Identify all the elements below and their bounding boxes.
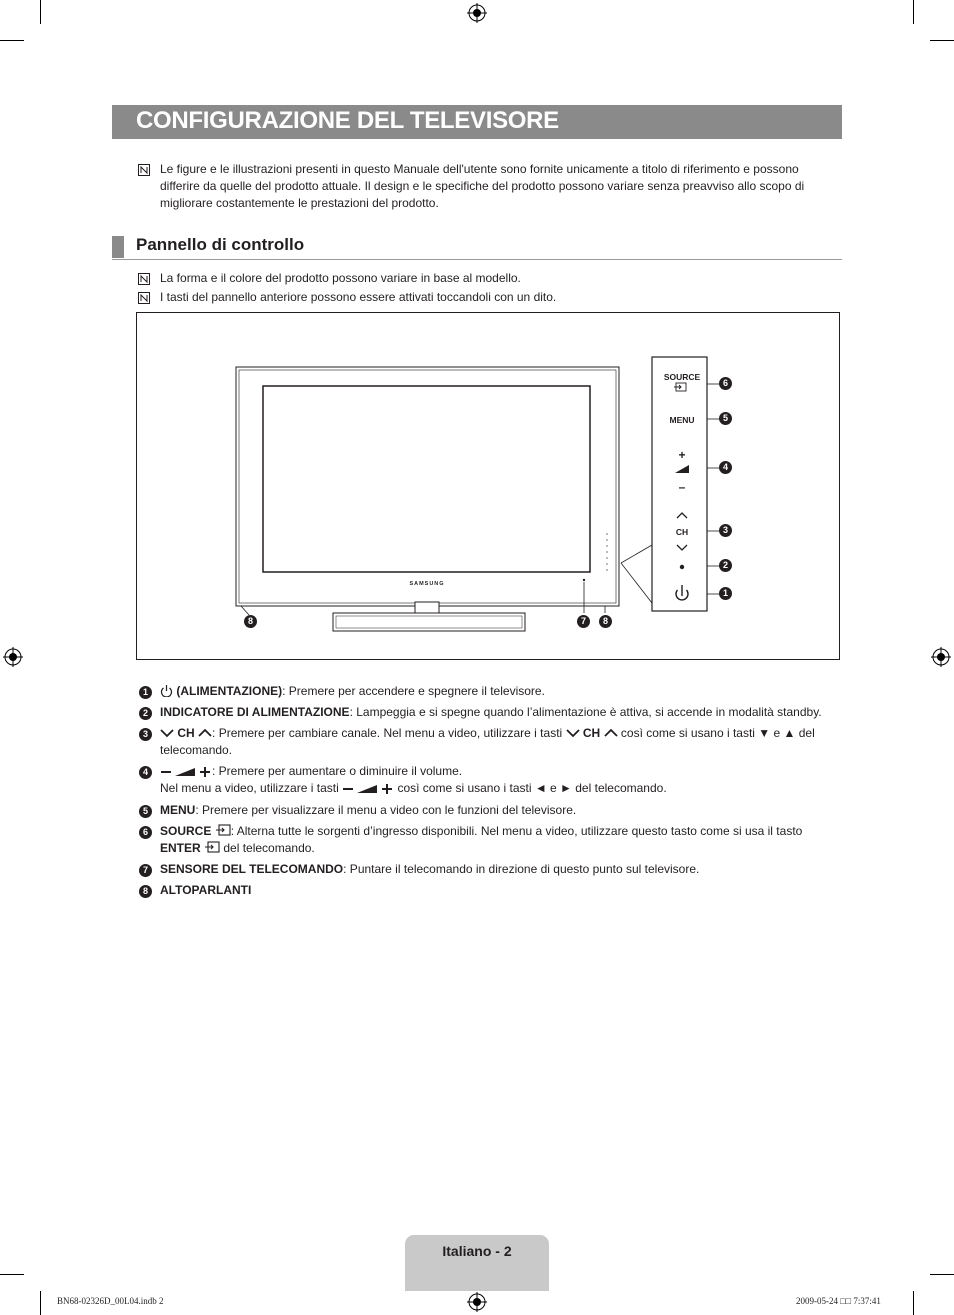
item-power-indicator: INDICATORE DI ALIMENTAZIONE: Lampeggia e si spegne quando l’alimentazione è attiva, si accende in modalità standby. [160, 705, 822, 719]
item-number: 4 [139, 766, 152, 779]
control-panel-figure [136, 312, 840, 660]
crop-mark [913, 0, 914, 24]
section-note: La forma e il colore del prodotto possono variare in base al modello. [160, 271, 521, 285]
item-source: SOURCE : Alterna tutte le sorgenti d’ingresso disponibili. Nel menu a video, utilizzare questo tasto come si usa il tasto ENTER del telecomando. [160, 824, 803, 855]
crop-mark [0, 40, 24, 41]
source-button-label: SOURCE [663, 372, 701, 382]
item-menu: MENU: Premere per visualizzare il menu a video con le funzioni del televisore. [160, 803, 577, 817]
chevron-up-icon [198, 728, 212, 738]
item-number: 5 [139, 805, 152, 818]
chevron-up-icon [604, 728, 618, 738]
registration-mark-icon [467, 1292, 487, 1312]
section-title: Pannello di controllo [136, 235, 305, 254]
item-number: 3 [139, 728, 152, 741]
item-speakers: ALTOPARLANTI [160, 883, 252, 897]
page-title-bar [112, 105, 842, 139]
volume-minus-label: – [678, 480, 686, 494]
page-number-tab [405, 1235, 549, 1291]
crop-mark [930, 40, 954, 41]
menu-button-label: MENU [669, 415, 695, 425]
page-title: CONFIGURAZIONE DEL TELEVISORE [136, 107, 559, 134]
crop-mark [0, 1274, 24, 1275]
print-slug-file: BN68-02326D_00L04.indb 2 [57, 1296, 164, 1306]
crop-mark [40, 1291, 41, 1315]
power-indicator-dot [680, 565, 684, 569]
registration-mark-icon [467, 3, 487, 23]
item-number: 8 [139, 885, 152, 898]
section-note: I tasti del pannello anteriore possono essere attivati toccandoli con un dito. [160, 290, 557, 304]
enter-icon [204, 841, 220, 853]
item-channel: CH : Premere per cambiare canale. Nel menu a video, utilizzare i tasti CH così come si usano i tasti ▼ e ▲ del telecomando. [160, 726, 815, 757]
source-icon [215, 824, 231, 836]
volume-plus-label: + [678, 448, 686, 462]
marker-menu: 5 [719, 412, 732, 425]
section-heading [112, 234, 842, 260]
intro-note: Le figure e le illustrazioni presenti in questo Manuale dell'utente sono fornite unicamente a titolo di riferimento e possono differire da quelle del prodotto attuale. Il design e le specifiche del prodotto possono variare senza preavviso allo scopo di migliorare costantemente le prestazioni del prodotto. [160, 162, 805, 210]
channel-button-label: CH [675, 527, 689, 537]
marker-speaker-left: 8 [244, 615, 257, 628]
marker-channel: 3 [719, 524, 732, 537]
page-number: Italiano - 2 [442, 1243, 512, 1259]
marker-power-indicator: 2 [719, 559, 732, 572]
marker-speaker-right: 8 [599, 615, 612, 628]
section-marker [112, 236, 124, 258]
item-number: 7 [139, 864, 152, 877]
note-icon [138, 164, 150, 176]
item-remote-sensor: SENSORE DEL TELECOMANDO: Puntare il telecomando in direzione di questo punto sul televisore. [160, 862, 700, 876]
chevron-down-icon [160, 728, 174, 738]
tv-stand-base [333, 613, 525, 631]
marker-remote-sensor: 7 [577, 615, 590, 628]
crop-mark [913, 1291, 914, 1315]
note-icon [138, 273, 150, 285]
item-number: 6 [139, 826, 152, 839]
tv-illustration [137, 313, 839, 659]
tv-screen [263, 386, 590, 572]
item-number: 2 [139, 707, 152, 720]
registration-mark-icon [931, 647, 951, 667]
crop-mark [40, 0, 41, 24]
tv-brand-logo: SAMSUNG [409, 581, 445, 587]
marker-source: 6 [719, 377, 732, 390]
item-number: 1 [139, 686, 152, 699]
marker-volume: 4 [719, 461, 732, 474]
item-power: (ALIMENTAZIONE): Premere per accendere e spegnere il televisore. [160, 683, 842, 700]
chevron-down-icon [566, 728, 580, 738]
power-icon [160, 684, 173, 697]
marker-power: 1 [719, 587, 732, 600]
crop-mark [930, 1274, 954, 1275]
remote-sensor-dot [583, 579, 585, 581]
note-icon [138, 292, 150, 304]
registration-mark-icon [3, 647, 23, 667]
volume-control-icon [160, 765, 212, 777]
item-volume: : Premere per aumentare o diminuire il volume. Nel menu a video, utilizzare i tasti così come si usano i tasti ◄ e ► del telecomando. [160, 764, 667, 795]
volume-control-icon [342, 782, 394, 794]
print-slug-date: 2009-05-24 □□ 7:37:41 [796, 1296, 881, 1306]
